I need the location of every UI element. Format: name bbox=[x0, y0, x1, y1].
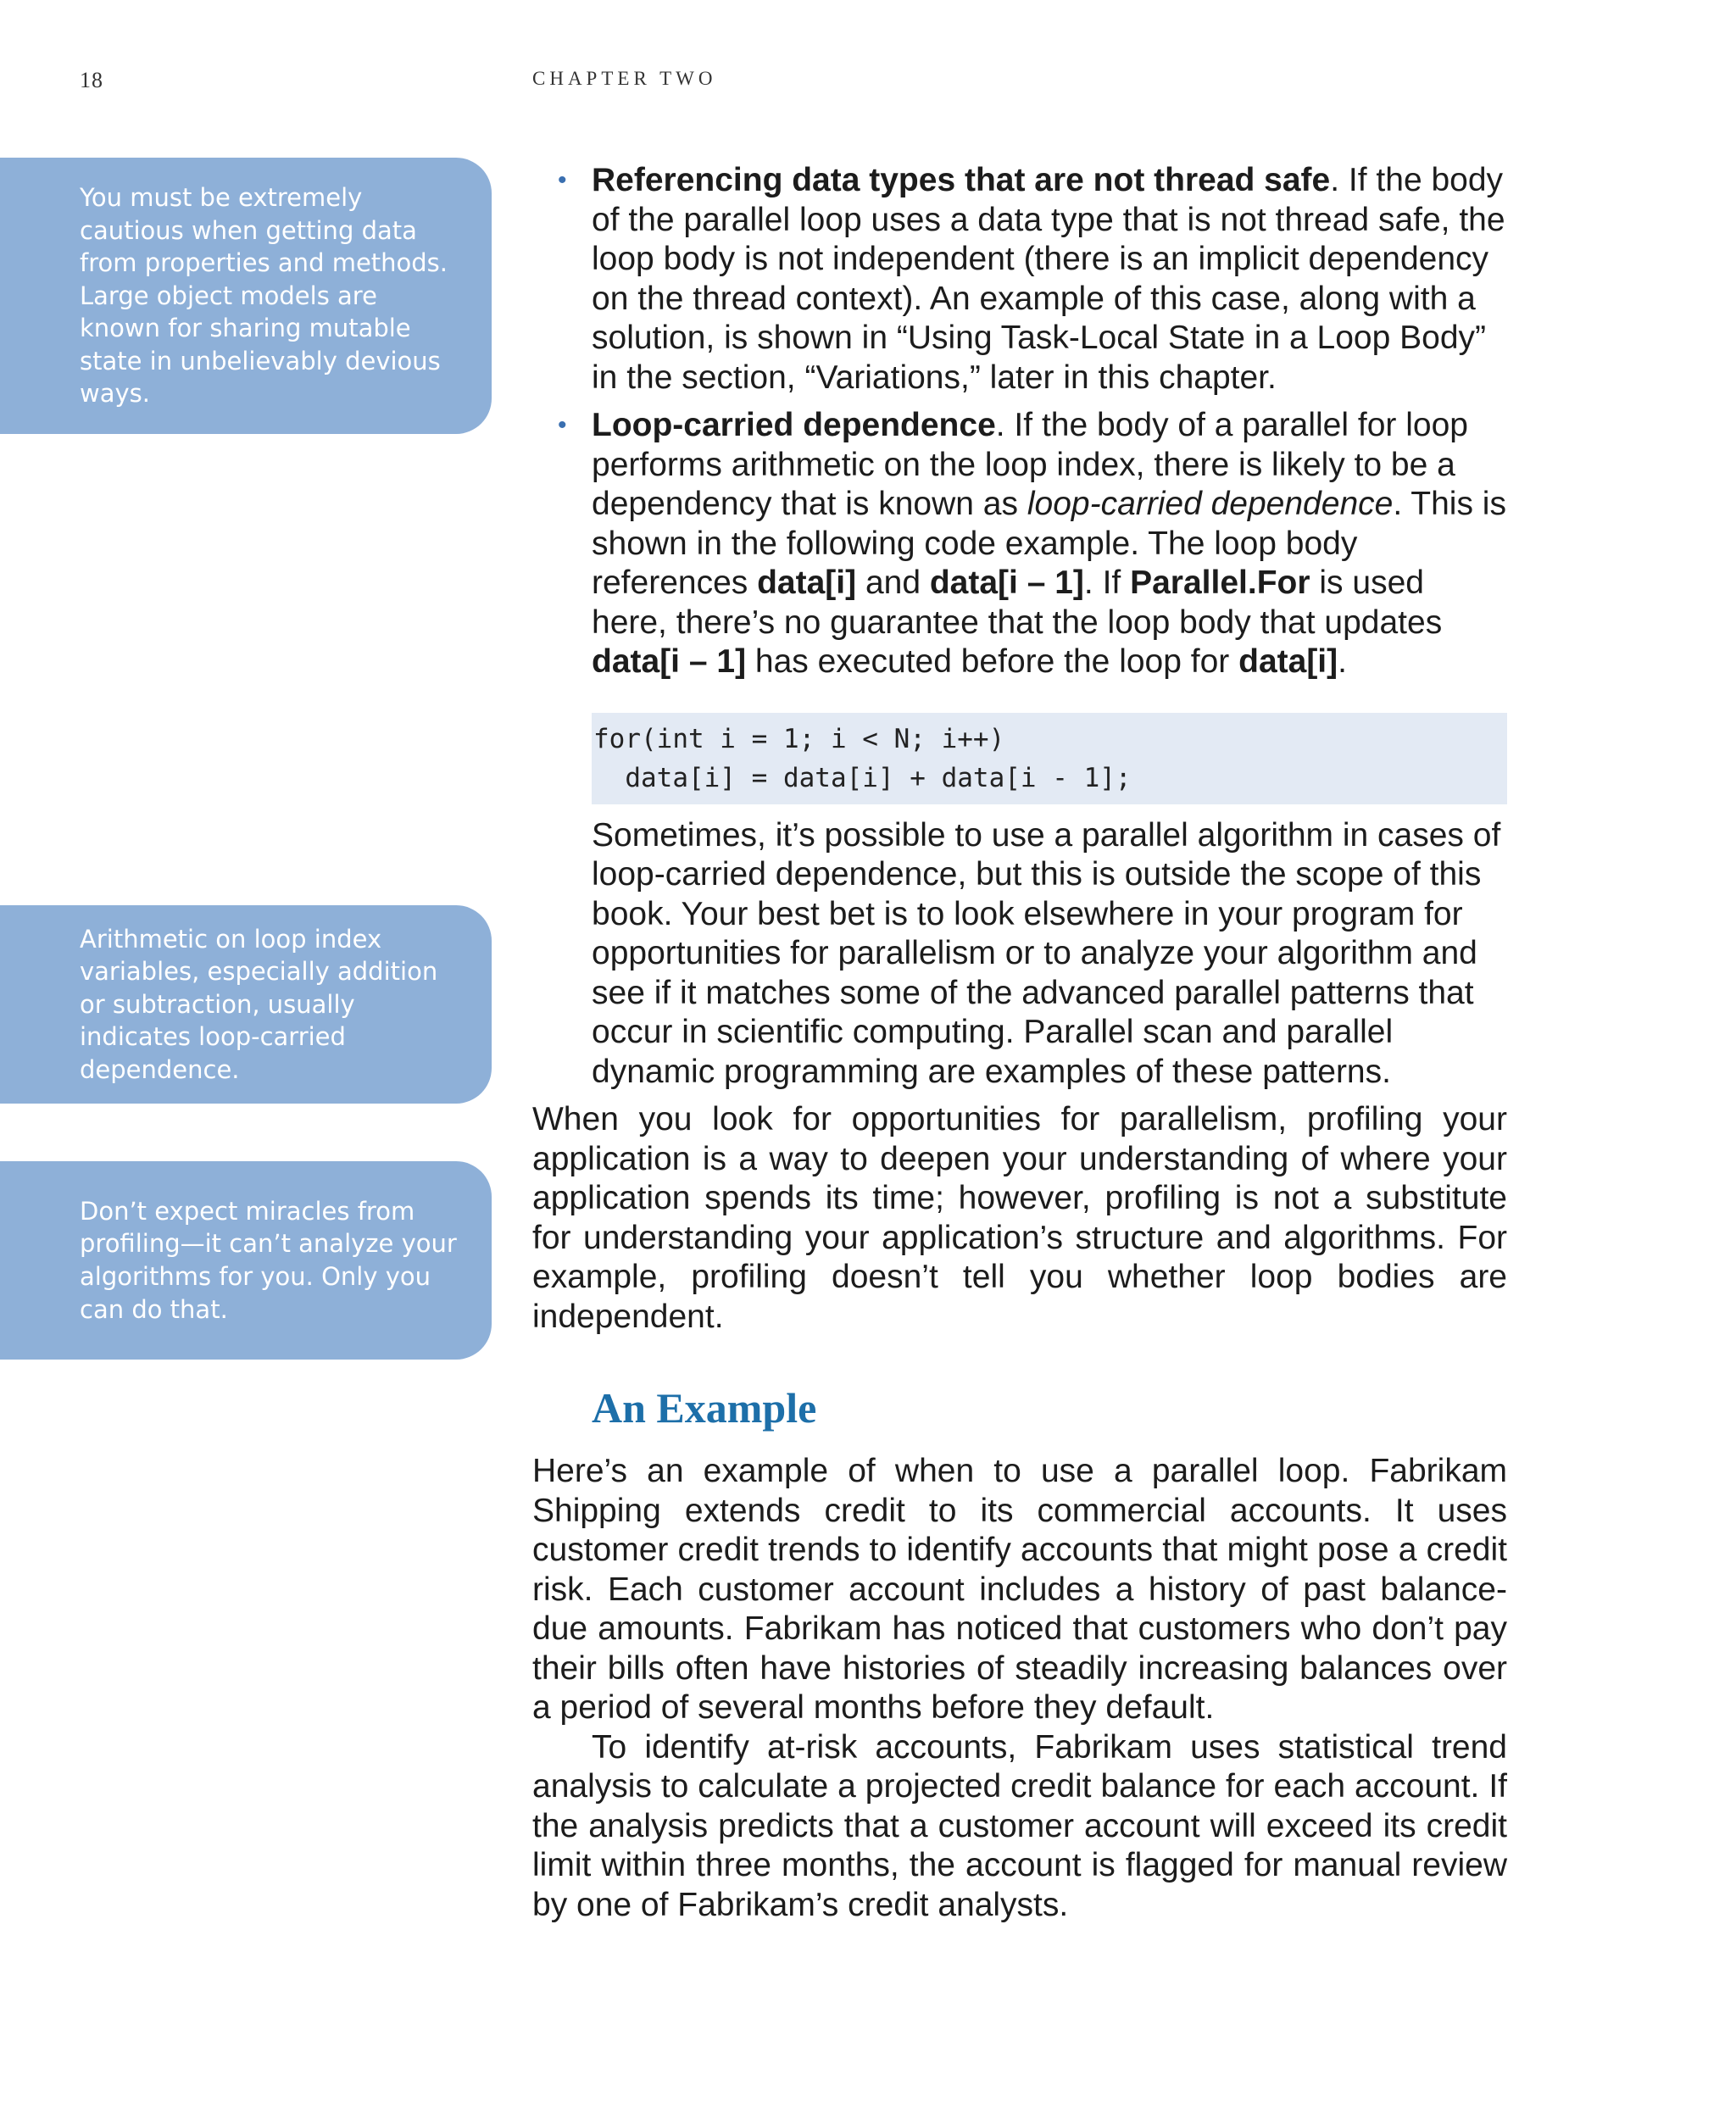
bullet-loop-carried bbox=[532, 406, 1507, 682]
code-term: data[i – 1] bbox=[592, 643, 747, 680]
bullet-thread-safety bbox=[532, 161, 1507, 398]
running-head: CHAPTER TWO bbox=[532, 68, 717, 89]
bullet-text: has executed before the loop for bbox=[746, 643, 1239, 680]
page-number: 18 bbox=[80, 68, 103, 92]
paragraph-profiling: When you look for opportunities for parallelism, profiling your application is a way to deepen your understanding of where your application spends its time; however, profiling is not a substitute for understanding your application’s structure and algorithms. For example, profiling doesn’t tell you whether loop bodies are independent. bbox=[532, 1101, 1507, 1335]
paragraph-example-2: To identify at-risk accounts, Fabrikam uses statistical trend analysis to calculate a projected credit balance for each account. If the analysis predicts that a customer account will exceed its credit limit within three months, the account is flagged for manual review by one of Fabrikam’s credit analysts. bbox=[532, 1728, 1507, 1923]
bullet-lead: Loop-carried dependence bbox=[592, 407, 996, 443]
bullet-icon: • bbox=[558, 166, 567, 194]
section-heading: An Example bbox=[592, 1384, 817, 1432]
code-line: data[i] = data[i] + data[i - 1]; bbox=[593, 762, 1132, 793]
code-line: for(int i = 1; i < N; i++) bbox=[593, 723, 1005, 754]
bullet-text: . If bbox=[1083, 565, 1131, 601]
margin-note-text: Arithmetic on loop index variables, especially addition or subtraction, usually indicates loop-carried dependence. bbox=[80, 924, 438, 1084]
italic-term: loop-carried dependence bbox=[1027, 486, 1394, 522]
code-term: data[i] bbox=[1238, 643, 1338, 680]
bullet-lead: Referencing data types that are not thread safe bbox=[592, 162, 1331, 198]
bullet-text: . If the body of the parallel loop uses a data type that is not thread safe, the loop body is not independent (there is an implicit dependency on the thread context). An example of this case, along with a solution, is shown in “Using Task-Local State in a Loop Body” in the section, “Variations,” later in this chapter. bbox=[592, 162, 1505, 396]
bullet-text: . This is shown in the following code example. The loop body references bbox=[592, 486, 1506, 601]
margin-note-loop-index bbox=[0, 905, 492, 1104]
main-text-column bbox=[532, 161, 1507, 1925]
margin-note-profiling bbox=[0, 1161, 492, 1360]
bullet-icon: • bbox=[558, 411, 567, 439]
margin-note-text: You must be extremely cautious when getting data from properties and methods. Large object models are known for sharing mutable state in unbelievably devious ways. bbox=[80, 182, 448, 409]
bullet-text: . bbox=[1338, 643, 1347, 680]
paragraph-after-code: Sometimes, it’s possible to use a parallel algorithm in cases of loop-carried dependence, but this is outside the scope of this book. Your best bet is to look elsewhere in your program for opportunities for parallelism or to analyze your algorithm and see if it matches some of the advanced parallel patterns that occur in scientific computing. Parallel scan and parallel dynamic programming are examples of these patterns. bbox=[592, 816, 1501, 1090]
margin-note-text: Don’t expect miracles from profiling—it can’t analyze your algorithms for you. Only you can do that. bbox=[80, 1196, 457, 1324]
margin-note-thread-safety bbox=[0, 158, 492, 434]
code-term: data[i] bbox=[757, 565, 857, 601]
code-example bbox=[592, 713, 1507, 804]
bullet-text: . If the body of a parallel for loop performs arithmetic on the loop index, there is likely to be a dependency that is known as bbox=[592, 407, 1468, 522]
bullet-text: and bbox=[856, 565, 930, 601]
code-term: data[i – 1] bbox=[929, 565, 1084, 601]
paragraph-example-1: Here’s an example of when to use a parallel loop. Fabrikam Shipping extends credit to its commercial accounts. It uses customer credit trends to identify accounts that might pose a credit risk. Each customer account includes a history of past balance-due amounts. Fabrikam has noticed that customers who don’t pay their bills often have histories of steadily increasing balances over a period of several months before they default. bbox=[532, 1453, 1507, 1726]
code-term: Parallel.For bbox=[1130, 565, 1310, 601]
bullet-text: is used here, there’s no guarantee that the loop body that updates bbox=[592, 565, 1443, 641]
